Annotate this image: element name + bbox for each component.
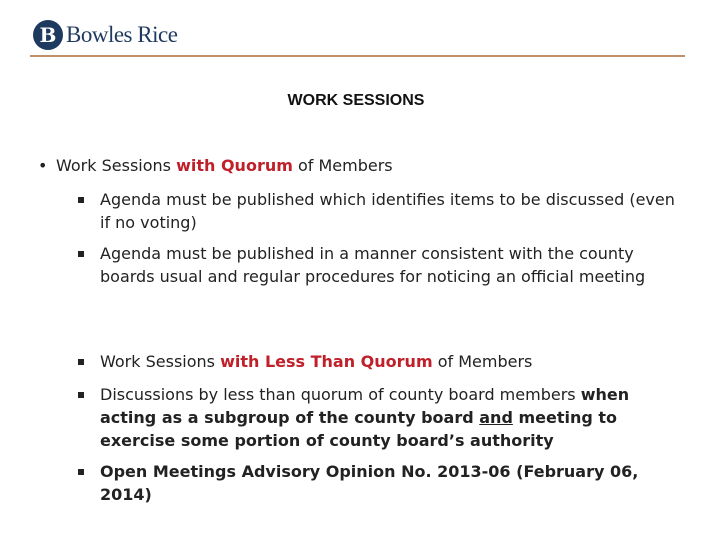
text-post: of Members	[292, 156, 393, 175]
square-bullet-icon	[78, 359, 84, 365]
text-plain: Discussions by less than quorum of county board members	[100, 385, 581, 404]
slide-title-text: WORK SESSIONS	[287, 92, 425, 109]
sub-bullet-text: Open Meetings Advisory Opinion No. 2013-06 (February 06, 2014)	[100, 462, 639, 504]
logo-initial: B	[39, 23, 57, 47]
sub-bullet-text: Agenda must be published which identifies items to be discussed (even if no voting)	[100, 190, 675, 232]
text-underlined: and	[479, 408, 513, 427]
sub-bullet-text	[100, 350, 688, 373]
bullet-text	[56, 156, 393, 175]
sub-bullet-less-than-quorum	[78, 350, 688, 373]
bullet-dot-icon: •	[38, 156, 48, 175]
logo-text: Bowles Rice	[66, 22, 178, 47]
text-bold: when acting as a subgroup of the county board	[100, 385, 630, 427]
sub-bullet-text	[100, 383, 688, 452]
sub-bullet-text: Agenda must be published in a manner consistent with the county boards usual and regular procedures for noticing an official meeting	[100, 244, 646, 286]
text-pre: Work Sessions	[100, 352, 221, 371]
sub-bullet-agenda-identifies	[78, 188, 688, 234]
square-bullet-icon	[78, 469, 84, 475]
sub-bullet-agenda-manner	[78, 242, 688, 288]
highlight-text: with Less Than Quorum	[220, 352, 433, 371]
text-pre: Work Sessions	[56, 156, 177, 175]
text-bold: meeting to exercise some portion of county board’s authority	[100, 408, 618, 450]
highlight-text: with Quorum	[176, 156, 293, 175]
text-post: of Members	[432, 352, 533, 371]
sub-bullet-discussions	[78, 383, 688, 452]
square-bullet-icon	[78, 251, 84, 257]
square-bullet-icon	[78, 392, 84, 398]
sub-bullet-advisory-opinion	[78, 460, 688, 506]
square-bullet-icon	[78, 197, 84, 203]
